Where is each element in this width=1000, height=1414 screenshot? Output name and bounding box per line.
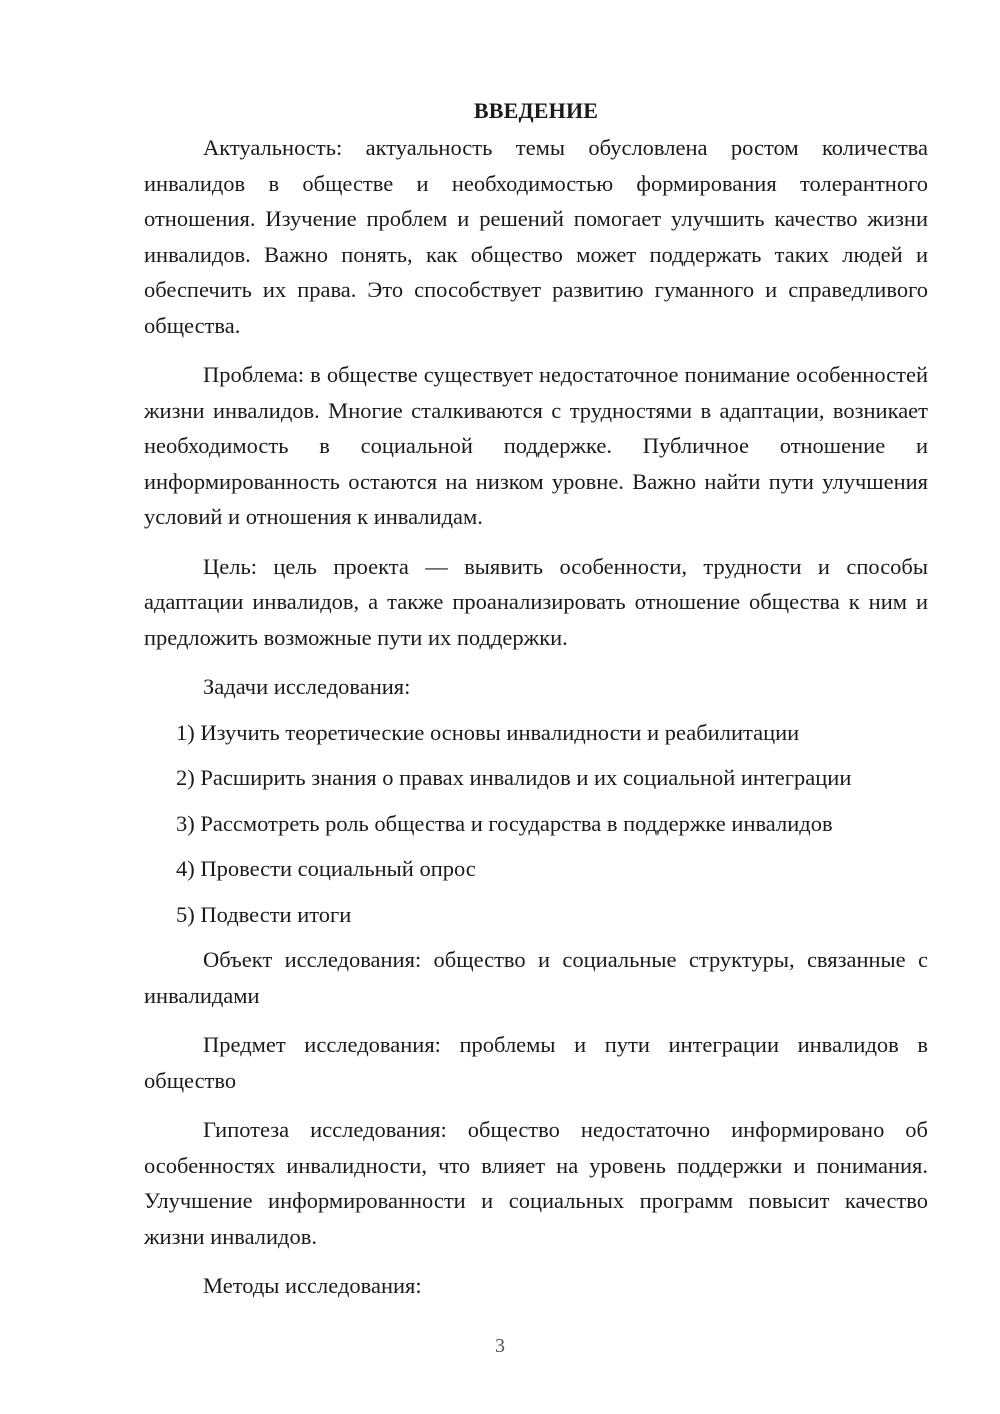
page-title: ВВЕДЕНИЕ xyxy=(473,98,599,123)
paragraph-subject: Предмет исследования: проблемы и пути интеграции инвалидов в общество xyxy=(144,1032,928,1093)
paragraph-goal: Цель: цель проекта — выявить особенности, трудности и способы адаптации инвалидов, а также проанализировать отношение общества к ним и предложить возможные пути их поддержки. xyxy=(144,553,928,650)
task-item: 4) Провести социальный опрос xyxy=(176,856,476,881)
paragraph-relevance: Актуальность: актуальность темы обусловлена ростом количества инвалидов в обществе и необходимостью формирования толерантного отношения. Изучение проблем и решений помогает улучшить качество жизни инвалидов. Важно понять, как общество может поддержать таких людей и обеспечить их права. Это способствует развитию гуманного и справедливого общества. xyxy=(144,135,928,338)
task-item: 1) Изучить теоретические основы инвалидности и реабилитации xyxy=(176,719,800,745)
page-number: 3 xyxy=(495,1335,505,1357)
tasks-list xyxy=(144,715,928,933)
tasks-heading: Задачи исследования: xyxy=(203,674,411,699)
task-item: 2) Расширить знания о правах инвалидов и их социальной интеграции xyxy=(176,765,852,790)
paragraph-object: Объект исследования: общество и социальные структуры, связанные с инвалидами xyxy=(144,947,928,1008)
task-item: 5) Подвести итоги xyxy=(176,901,352,927)
methods-heading: Методы исследования: xyxy=(203,1273,422,1298)
task-item: 3) Рассмотреть роль общества и государства в поддержке инвалидов xyxy=(176,810,833,836)
page-content xyxy=(144,96,928,1314)
paragraph-hypothesis: Гипотеза исследования: общество недостаточно информировано об особенностях инвалидности, что влияет на уровень поддержки и понимания. Улучшение информированности и социальных программ повысит качество жизни инвалидов. xyxy=(144,1117,928,1249)
paragraph-problem: Проблема: в обществе существует недостаточное понимание особенностей жизни инвалидов. Многие сталкиваются с трудностями в адаптации, возникает необходимость в социальной поддержке. Публичное отношение и информированность остаются на низком уровне. Важно найти пути улучшения условий и отношения к инвалидам. xyxy=(144,362,928,529)
